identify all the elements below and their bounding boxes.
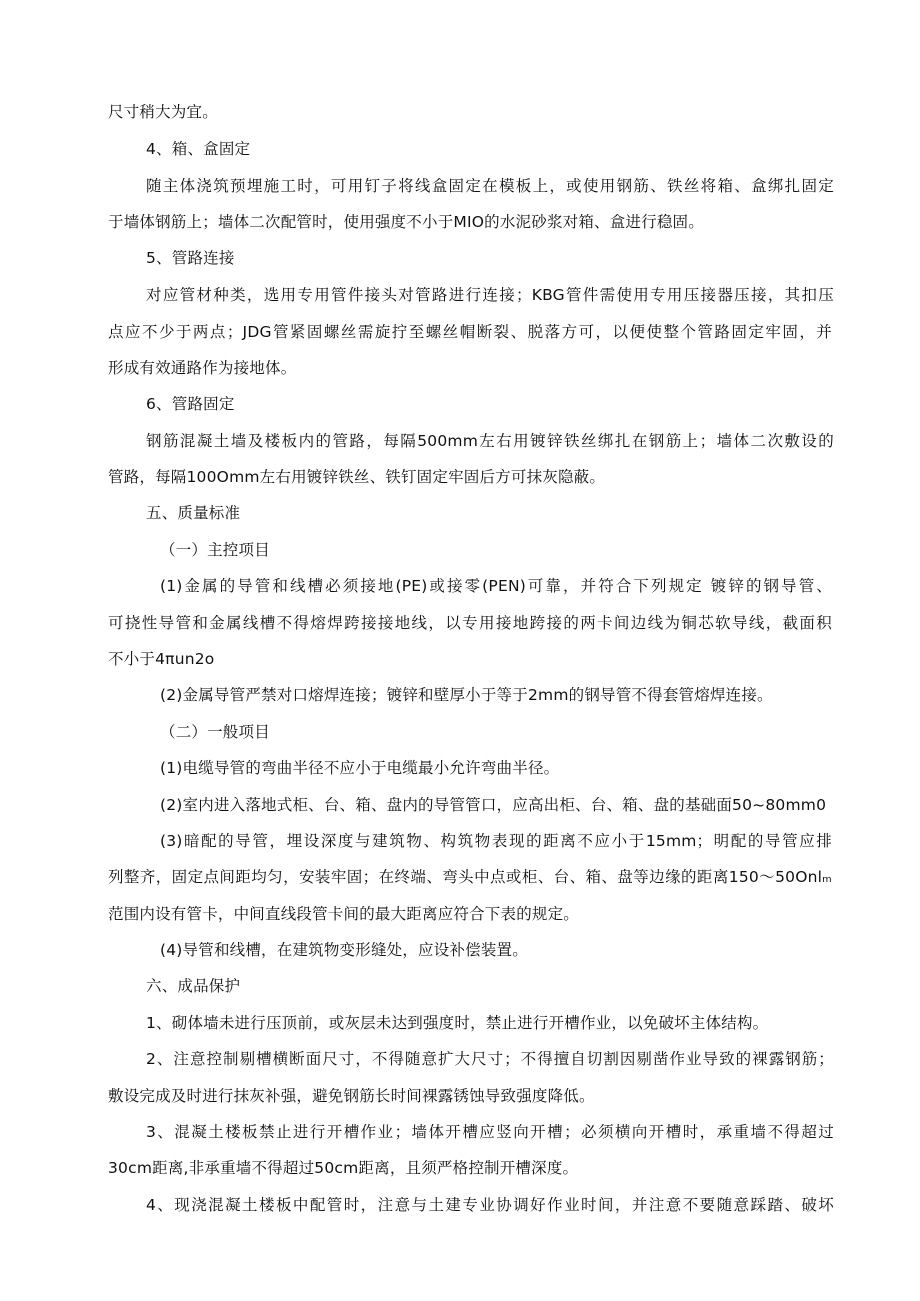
paragraph-line: 随主体浇筑预埋施工时，可用钉子将线盒固定在模板上，或使用钢筋、铁丝将箱、盒绑扎固定 (146, 177, 834, 195)
paragraph-line: 30cm距离,非承重墙不得超过50cm距离，且须严格控制开槽深度。 (108, 1159, 579, 1177)
paragraph-line: 点应不少于两点；JDG管紧固螺丝需旋拧至螺丝帽断裂、脱落方可，以便使整个管路固定牢固，并 (108, 323, 832, 341)
paragraph-line: 范围内设有管卡，中间直线段管卡间的最大距离应符合下表的规定。 (108, 905, 580, 923)
paragraph-line: 可挠性导管和金属线槽不得熔焊跨接接地线，以专用接地跨接的两卡间边线为铜芯软导线，截面积 (108, 614, 832, 632)
section-heading: 5、管路连接 (146, 249, 235, 267)
section-heading: 4、箱、盒固定 (146, 140, 251, 158)
paragraph-line: 3、混凝土楼板禁止进行开槽作业；墙体开槽应竖向开槽；必须横向开槽时，承重墙不得超过 (146, 1123, 834, 1141)
paragraph-line: 管路，每隔100Omm左右用镀锌铁丝、铁钉固定牢固后方可抹灰隐蔽。 (108, 468, 606, 486)
paragraph-line: (1)金属的导管和线槽必须接地(PE)或接零(PEN)可靠，并符合下列规定 镀锌的钢导管、 (160, 577, 832, 595)
subsection-heading: （二）一般项目 (160, 723, 270, 741)
section-heading: 6、管路固定 (146, 395, 235, 413)
chapter-heading: 五、质量标准 (146, 504, 241, 522)
text-line: 尺寸稍大为宜。 (108, 103, 218, 121)
subsection-heading: （一）主控项目 (160, 541, 270, 559)
paragraph-line: 列整齐，固定点间距均匀，安装牢固；在终端、弯头中点或柜、台、箱、盘等边缘的距离150〜50Onlₘ (108, 868, 832, 886)
paragraph-line: 形成有效通路作为接地体。 (108, 359, 297, 377)
paragraph-line: 不小于4πun2o (108, 650, 215, 668)
paragraph-line: 4、现浇混凝土楼板中配管时，注意与土建专业协调好作业时间，并注意不要随意踩踏、破坏 (146, 1196, 834, 1214)
paragraph-line: (4)导管和线槽，在建筑物变形缝处，应设补偿装置。 (160, 941, 528, 959)
paragraph-line: 钢筋混凝土墙及楼板内的管路，每隔500mm左右用镀锌铁丝绑扎在钢筋上；墙体二次敷设的 (146, 432, 834, 450)
paragraph-line: 对应管材种类，选用专用管件接头对管路进行连接；KBG管件需使用专用压接器压接，其扣压 (146, 286, 834, 304)
paragraph-line: (1)电缆导管的弯曲半径不应小于电缆最小允许弯曲半径。 (160, 759, 560, 777)
paragraph-line: 2、注意控制剔槽横断面尺寸，不得随意扩大尺寸；不得擅自切割因剔凿作业导致的裸露钢筋； (146, 1050, 834, 1068)
paragraph-line: (2)金属导管严禁对口熔焊连接；镀锌和壁厚小于等于2mm的钢导管不得套管熔焊连接。 (160, 686, 773, 704)
paragraph-line: 于墙体钢筋上；墙体二次配管时，使用强度不小于MIO的水泥砂浆对箱、盒进行稳固。 (108, 213, 704, 231)
paragraph-line: (2)室内进入落地式柜、台、箱、盘内的导管管口，应高出柜、台、箱、盘的基础面50~80mm0 (160, 796, 827, 814)
chapter-heading: 六、成品保护 (146, 977, 241, 995)
paragraph-line: 敷设完成及时进行抹灰补强，避免钢筋长时间裸露锈蚀导致强度降低。 (108, 1087, 595, 1105)
paragraph-line: (3)暗配的导管，埋设深度与建筑物、构筑物表现的距离不应小于15mm；明配的导管应排 (160, 832, 832, 850)
paragraph-line: 1、砌体墙未进行压顶前，或灰层未达到强度时，禁止进行开槽作业，以免破坏主体结构。 (146, 1014, 769, 1032)
